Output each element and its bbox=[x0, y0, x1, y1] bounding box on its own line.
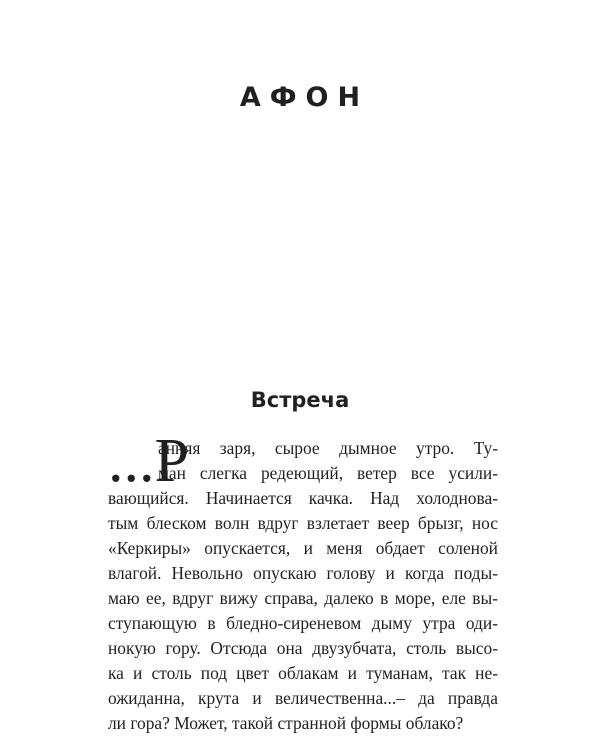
text-line: нокую гору. Отсюда она двузубчата, столь высо- bbox=[108, 638, 498, 658]
body-text bbox=[108, 427, 498, 736]
drop-cap: ...Р bbox=[108, 427, 189, 495]
text-line: влагой. Невольно опускаю голову и когда поды- bbox=[108, 563, 498, 583]
chapter-title: АФОН bbox=[239, 82, 370, 113]
section-title: Встреча bbox=[250, 388, 350, 412]
text-line: ступающую в бледно-сиреневом дыму утра оди- bbox=[108, 613, 498, 633]
text-line: анняя заря, сырое дымное утро. Ту- bbox=[158, 438, 498, 458]
text-line: «Керкиры» опускается, и меня обдает соленой bbox=[108, 538, 498, 558]
text-line: тым блеском волн вдруг взлетает веер брызг, нос bbox=[108, 513, 498, 533]
text-line: ожиданна, крута и величественна...– да правда bbox=[108, 688, 498, 708]
text-line: ман слегка редеющий, ветер все усили- bbox=[158, 463, 498, 483]
text-line: ли гора? Может, такой странной формы облако? bbox=[108, 713, 464, 733]
text-line: вающийся. Начинается качка. Над холоднова- bbox=[108, 488, 498, 508]
text-line: ка и столь под цвет облакам и туманам, так не- bbox=[108, 663, 498, 683]
text-line: маю ее, вдруг вижу справа, далеко в море, еле вы- bbox=[108, 588, 498, 608]
